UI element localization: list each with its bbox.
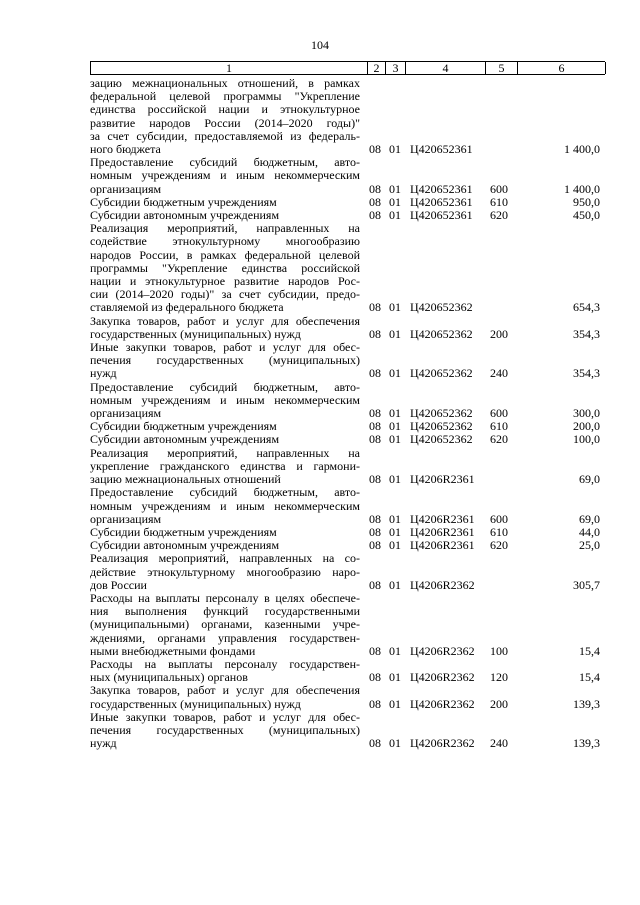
row-name-line: народов России, в рамках федеральной целевой: [90, 248, 360, 262]
amount: 354,3: [573, 326, 600, 341]
expense-type-code: 610: [490, 524, 508, 539]
subsection-code: 01: [389, 643, 401, 658]
row-name: [90, 433, 360, 446]
row-name-line: единства российской нации и этнокультурное: [90, 103, 360, 117]
row-name-line: Расходы на выплаты персоналу в целях обеспече-: [90, 591, 360, 605]
expense-type-code: 600: [490, 511, 508, 526]
row-name-line: Субсидии автономным учреждениям: [90, 539, 280, 553]
row-name-line: ными внебюджетными фондами: [90, 644, 256, 658]
row-name-line: Субсидии бюджетным учреждениям: [90, 525, 277, 539]
row-name-line: действие этнокультурному многообразию наро-: [90, 565, 360, 579]
row-name: [90, 156, 360, 196]
row-name-line: печения государственных (муниципальных): [90, 354, 360, 368]
target-article-code: Ц4206R2361: [410, 472, 475, 487]
target-article-code: Ц4206R2361: [410, 538, 475, 553]
subsection-code: 01: [389, 524, 401, 539]
amount: 1 400,0: [564, 181, 600, 196]
expense-type-code: 200: [490, 326, 508, 341]
amount: 950,0: [573, 194, 600, 209]
row-name: [90, 381, 360, 421]
amount: 44,0: [579, 524, 600, 539]
row-name-line: Реализация мероприятий, направленных на со-: [90, 552, 360, 566]
amount: 654,3: [573, 300, 600, 315]
amount: 450,0: [573, 208, 600, 223]
row-name: [90, 209, 360, 222]
subsection-code: 01: [389, 472, 401, 487]
header-col-4: 4: [406, 62, 486, 74]
expense-type-code: 240: [490, 736, 508, 751]
subsection-code: 01: [389, 406, 401, 421]
target-article-code: Ц420652362: [410, 419, 473, 434]
target-article-code: Ц420652362: [410, 406, 473, 421]
row-name: [90, 196, 360, 209]
row-name-line: ставляемой из федерального бюджета: [90, 301, 284, 315]
target-article-code: Ц420652361: [410, 181, 473, 196]
row-name-line: ния выполнения функций государственными: [90, 605, 360, 619]
row-name-line: номным учреждениям и иным некоммерческим: [90, 169, 360, 183]
target-article-code: Ц420652361: [410, 208, 473, 223]
row-name-line: зацию межнациональных отношений: [90, 473, 281, 487]
row-name-line: за счет субсидии, предоставляемой из федераль-: [90, 129, 360, 143]
table-row: [0, 486, 640, 526]
row-name-line: государственных (муниципальных) нужд: [90, 327, 301, 341]
row-name-line: организациям: [90, 407, 162, 421]
budget-table: [0, 77, 640, 750]
target-article-code: Ц420652362: [410, 366, 473, 381]
section-code: 08: [369, 366, 381, 381]
table-row: [0, 552, 640, 592]
amount: 25,0: [579, 538, 600, 553]
amount: 1 400,0: [564, 142, 600, 157]
amount: 139,3: [573, 696, 600, 711]
amount: 305,7: [573, 577, 600, 592]
section-code: 08: [369, 300, 381, 315]
table-row: [0, 196, 640, 209]
row-name-line: развитие народов России (2014–2020 годы)": [90, 116, 360, 130]
row-name: [90, 420, 360, 433]
target-article-code: Ц420652362: [410, 326, 473, 341]
row-name: [90, 222, 360, 314]
subsection-code: 01: [389, 208, 401, 223]
row-name-line: сии (2014–2020 годы)" за счет субсидии, предо-: [90, 288, 360, 302]
row-name-line: Субсидии бюджетным учреждениям: [90, 420, 277, 434]
expense-type-code: 100: [490, 643, 508, 658]
table-header: [90, 61, 605, 75]
target-article-code: Ц4206R2362: [410, 696, 475, 711]
row-name-line: дов России: [90, 578, 147, 592]
table-row: [0, 433, 640, 446]
expense-type-code: 620: [490, 432, 508, 447]
table-row: [0, 711, 640, 751]
row-name-line: номным учреждениям и иным некоммерческим: [90, 499, 360, 513]
row-name-line: Субсидии бюджетным учреждениям: [90, 195, 277, 209]
section-code: 08: [369, 538, 381, 553]
row-name-line: Закупка товаров, работ и услуг для обеспечения: [90, 314, 360, 328]
row-name-line: федеральной целевой программы "Укрепление: [90, 90, 360, 104]
target-article-code: Ц420652361: [410, 194, 473, 209]
subsection-code: 01: [389, 194, 401, 209]
section-code: 08: [369, 406, 381, 421]
section-code: 08: [369, 326, 381, 341]
table-row: [0, 526, 640, 539]
table-row: [0, 315, 640, 341]
row-name-line: Закупка товаров, работ и услуг для обеспечения: [90, 684, 360, 698]
section-code: 08: [369, 419, 381, 434]
row-name-line: ных (муниципальных) органов: [90, 671, 248, 685]
target-article-code: Ц4206R2361: [410, 524, 475, 539]
section-code: 08: [369, 194, 381, 209]
row-name-line: нужд: [90, 367, 117, 381]
subsection-code: 01: [389, 511, 401, 526]
subsection-code: 01: [389, 670, 401, 685]
row-name-line: Субсидии автономным учреждениям: [90, 209, 280, 223]
subsection-code: 01: [389, 326, 401, 341]
table-row: [0, 222, 640, 314]
target-article-code: Ц4206R2362: [410, 577, 475, 592]
expense-type-code: 240: [490, 366, 508, 381]
expense-type-code: 610: [490, 194, 508, 209]
amount: 69,0: [579, 511, 600, 526]
row-name: [90, 315, 360, 341]
target-article-code: Ц4206R2362: [410, 670, 475, 685]
row-name-line: (муниципальными) органами, казенными учре-: [90, 618, 360, 632]
row-name-line: организациям: [90, 182, 162, 196]
subsection-code: 01: [389, 432, 401, 447]
row-name: [90, 486, 360, 526]
amount: 15,4: [579, 643, 600, 658]
page-number: 104: [311, 38, 329, 52]
row-name-line: ждениями, органами управления государствен-: [90, 631, 360, 645]
table-row: [0, 341, 640, 381]
expense-type-code: 600: [490, 406, 508, 421]
expense-type-code: 200: [490, 696, 508, 711]
expense-type-code: 610: [490, 419, 508, 434]
row-name-line: Расходы на выплаты персоналу государствен-: [90, 657, 360, 671]
subsection-code: 01: [389, 538, 401, 553]
table-row: [0, 539, 640, 552]
table-row: [0, 592, 640, 658]
amount: 139,3: [573, 736, 600, 751]
amount: 100,0: [573, 432, 600, 447]
table-row: [0, 447, 640, 487]
row-name-line: нужд: [90, 737, 117, 751]
section-code: 08: [369, 511, 381, 526]
header-col-3: 3: [386, 62, 406, 74]
section-code: 08: [369, 524, 381, 539]
amount: 354,3: [573, 366, 600, 381]
table-row: [0, 209, 640, 222]
amount: 300,0: [573, 406, 600, 421]
target-article-code: Ц420652361: [410, 142, 473, 157]
row-name: [90, 341, 360, 381]
subsection-code: 01: [389, 419, 401, 434]
row-name: [90, 77, 360, 156]
row-name: [90, 447, 360, 487]
table-row: [0, 156, 640, 196]
row-name-line: печения государственных (муниципальных): [90, 723, 360, 737]
header-col-2: 2: [368, 62, 386, 74]
target-article-code: Ц420652362: [410, 432, 473, 447]
row-name-line: Реализация мероприятий, направленных на: [90, 446, 360, 460]
row-name-line: содействие этнокультурному многообразию: [90, 235, 360, 249]
row-name-line: организациям: [90, 512, 162, 526]
header-col-6: 6: [518, 62, 606, 74]
subsection-code: 01: [389, 366, 401, 381]
table-row: [0, 381, 640, 421]
row-name-line: Иные закупки товаров, работ и услуг для обес-: [90, 341, 360, 355]
section-code: 08: [369, 696, 381, 711]
expense-type-code: 620: [490, 538, 508, 553]
row-name: [90, 526, 360, 539]
amount: 69,0: [579, 472, 600, 487]
amount: 15,4: [579, 670, 600, 685]
section-code: 08: [369, 432, 381, 447]
row-name: [90, 539, 360, 552]
subsection-code: 01: [389, 577, 401, 592]
target-article-code: Ц4206R2361: [410, 511, 475, 526]
row-name-line: Предоставление субсидий бюджетным, авто-: [90, 380, 360, 394]
header-col-5: 5: [486, 62, 518, 74]
section-code: 08: [369, 472, 381, 487]
target-article-code: Ц4206R2362: [410, 736, 475, 751]
section-code: 08: [369, 643, 381, 658]
section-code: 08: [369, 577, 381, 592]
row-name-line: зацию межнациональных отношений, в рамках: [90, 77, 360, 90]
row-name-line: укрепление гражданского единства и гармони-: [90, 459, 360, 473]
row-name: [90, 684, 360, 710]
row-name-line: Субсидии автономным учреждениям: [90, 433, 280, 447]
section-code: 08: [369, 142, 381, 157]
row-name-line: номным учреждениям и иным некоммерческим: [90, 393, 360, 407]
table-row: [0, 420, 640, 433]
row-name-line: Предоставление субсидий бюджетным, авто-: [90, 486, 360, 500]
subsection-code: 01: [389, 696, 401, 711]
amount: 200,0: [573, 419, 600, 434]
row-name-line: Реализация мероприятий, направленных на: [90, 222, 360, 236]
row-name: [90, 552, 360, 592]
subsection-code: 01: [389, 300, 401, 315]
row-name-line: программы "Укрепление единства российской: [90, 261, 360, 275]
target-article-code: Ц4206R2362: [410, 643, 475, 658]
row-name-line: Иные закупки товаров, работ и услуг для обес-: [90, 710, 360, 724]
target-article-code: Ц420652362: [410, 300, 473, 315]
row-name-line: ного бюджета: [90, 143, 161, 157]
subsection-code: 01: [389, 736, 401, 751]
row-name: [90, 592, 360, 658]
row-name-line: государственных (муниципальных) нужд: [90, 697, 301, 711]
section-code: 08: [369, 208, 381, 223]
header-col-1: 1: [91, 62, 368, 74]
expense-type-code: 600: [490, 181, 508, 196]
table-row: [0, 684, 640, 710]
expense-type-code: 120: [490, 670, 508, 685]
table-row: [0, 77, 640, 156]
row-name: [90, 658, 360, 684]
table-row: [0, 658, 640, 684]
row-name: [90, 711, 360, 751]
section-code: 08: [369, 670, 381, 685]
expense-type-code: 620: [490, 208, 508, 223]
subsection-code: 01: [389, 142, 401, 157]
section-code: 08: [369, 181, 381, 196]
subsection-code: 01: [389, 181, 401, 196]
section-code: 08: [369, 736, 381, 751]
row-name-line: нации и этнокультурное развитие народов Рос-: [90, 275, 360, 289]
row-name-line: Предоставление субсидий бюджетным, авто-: [90, 156, 360, 170]
